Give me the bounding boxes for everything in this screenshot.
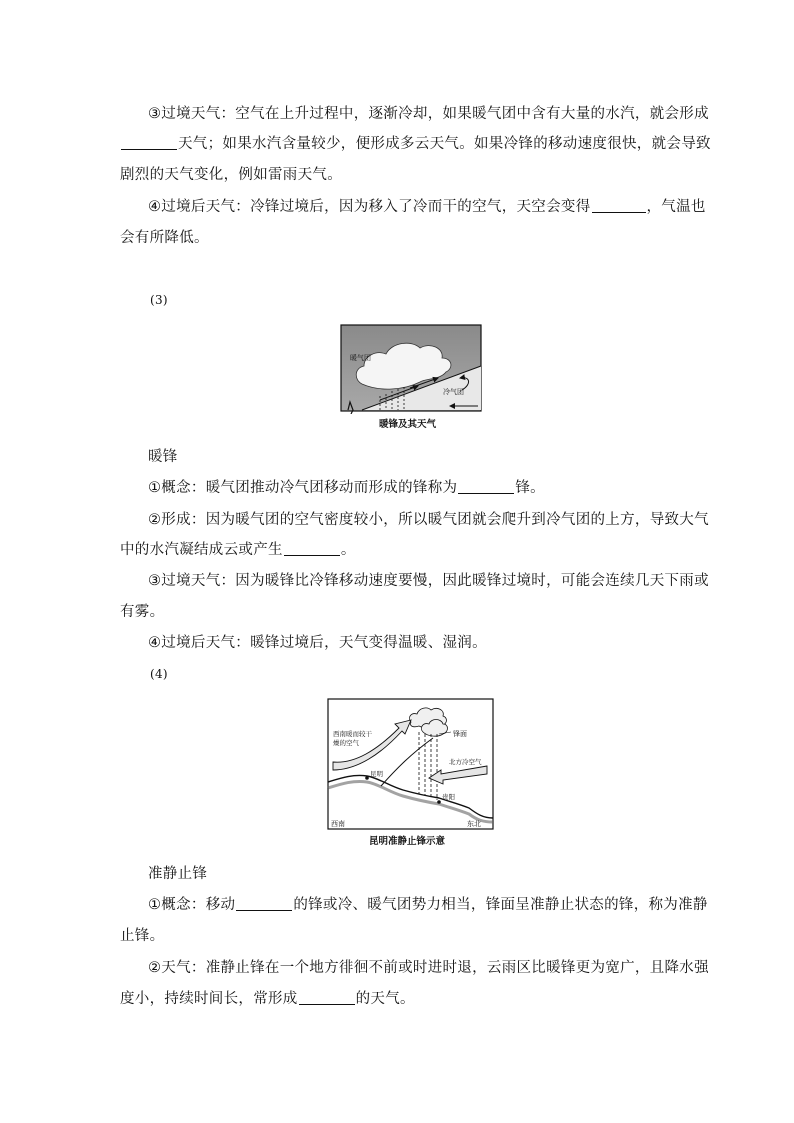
warm-front-after: ④过境后天气：暖锋过境后，天气变得温暖、湿润。 bbox=[148, 635, 487, 651]
stationary-front-concept-line2: 止锋。 bbox=[120, 928, 165, 944]
sw-air-label: 西南暖而较干 燥的空气 bbox=[333, 730, 372, 747]
stationary-front-weather-line2: 度小，持续时间长，常形成 的天气。 bbox=[120, 991, 415, 1007]
fill-blank[interactable] bbox=[458, 479, 514, 494]
front-label: 锋面 bbox=[453, 730, 467, 738]
fill-blank[interactable] bbox=[284, 541, 340, 556]
cold-air-label: 冷气团 bbox=[443, 388, 464, 396]
kunming-label: 昆明 bbox=[370, 770, 383, 778]
guiyang-dot bbox=[437, 800, 441, 804]
section-number-4: (4) bbox=[150, 667, 168, 681]
warm-front-concept: ①概念：暖气团推动冷气团移动而形成的锋称为 锋。 bbox=[148, 480, 545, 496]
section-number-3: (3) bbox=[150, 293, 168, 307]
warm-front-figure bbox=[340, 324, 482, 414]
northeast-label: 东北 bbox=[467, 820, 481, 828]
stationary-front-weather-line1: ②天气：准静止锋在一个地方徘徊不前或时进时退，云雨区比暖锋更为宽广，且降水强 bbox=[148, 960, 709, 976]
warm-front-weather-line1: ③过境天气：因为暖锋比冷锋移动速度要慢，因此暖锋过境时，可能会连续几天下雨或 bbox=[148, 573, 709, 589]
guiyang-label: 贵阳 bbox=[442, 793, 455, 801]
fill-blank[interactable] bbox=[592, 198, 646, 213]
cold-front-after-line2: 会有所降低。 bbox=[120, 230, 209, 246]
cold-front-weather-line3: 剧烈的天气变化，例如雷雨天气。 bbox=[120, 167, 342, 183]
warm-air-label: 暖气团 bbox=[350, 354, 371, 362]
southwest-label: 西南 bbox=[331, 820, 345, 828]
cold-front-weather-line2: 天气；如果水汽含量较少，便形成多云天气。如果冷锋的移动速度很快，就会导致 bbox=[120, 134, 711, 154]
cold-front-weather-line1: ③过境天气：空气在上升过程中，逐渐冷却，如果暖气团中含有大量的水汽，就会形成 bbox=[148, 106, 709, 122]
warm-front-heading: 暖锋 bbox=[148, 449, 178, 465]
cold-front-after-line1: ④过境后天气：冷锋过境后，因为移入了冷而干的空气，天空会变得 ，气温也 bbox=[148, 199, 706, 215]
fill-blank[interactable] bbox=[236, 896, 292, 911]
warm-front-weather-line2: 有雾。 bbox=[120, 604, 165, 620]
stationary-front-concept-line1: ①概念：移动 的锋或冷、暖气团势力相当，锋面呈准静止状态的锋，称为准静 bbox=[148, 897, 708, 913]
fill-blank[interactable] bbox=[299, 990, 355, 1005]
stationary-front-caption: 昆明准静止锋示意 bbox=[369, 836, 446, 847]
warm-front-formation-line2: 中的水汽凝结成云或产生 。 bbox=[120, 542, 356, 558]
fill-blank[interactable] bbox=[121, 135, 177, 150]
warm-front-caption: 暖锋及其天气 bbox=[379, 419, 437, 430]
kunming-dot bbox=[365, 776, 369, 780]
stationary-front-heading: 准静止锋 bbox=[148, 866, 208, 882]
stationary-front-figure bbox=[327, 698, 494, 830]
north-air-label: 北方冷空气 bbox=[449, 758, 482, 766]
warm-front-formation-line1: ②形成：因为暖气团的空气密度较小，所以暖气团就会爬升到冷气团的上方，导致大气 bbox=[148, 512, 709, 528]
